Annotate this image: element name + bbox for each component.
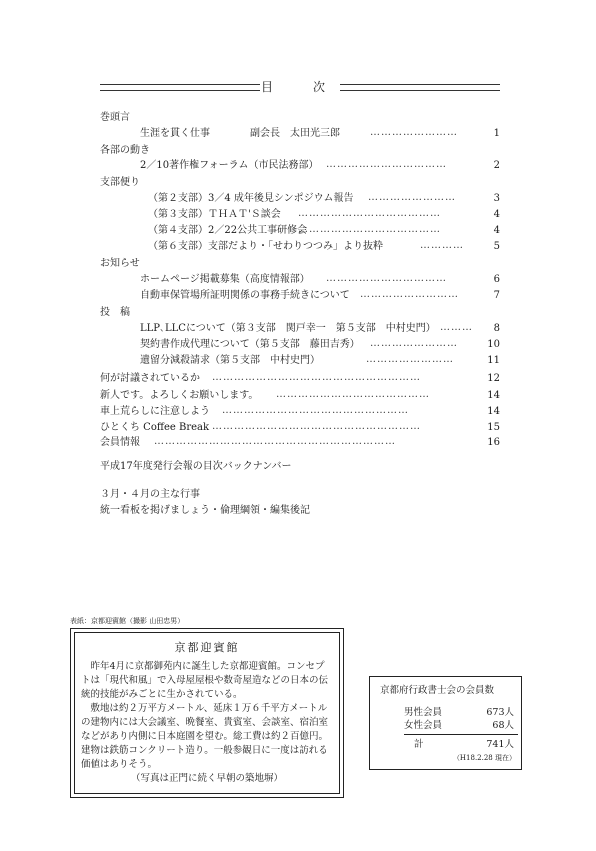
toc-entry-label: （第２支部）3／4 成年後見シンポジウム報告	[148, 193, 354, 204]
leader-dots: …………………………………………………	[212, 372, 421, 383]
toc-entry[interactable]	[140, 160, 500, 172]
toc-entry[interactable]	[148, 241, 500, 253]
leader-dots: …………………………………………………	[212, 421, 421, 432]
toc-entry-page: 1	[493, 128, 500, 139]
leader-dots: ……………………	[366, 354, 454, 365]
cover-info-inner	[74, 632, 340, 794]
leader-dots: ……………………………………	[276, 389, 430, 400]
toc-entry-page: 8	[493, 323, 500, 334]
toc-entry-page: 3	[493, 193, 500, 204]
section-title: 投 稿	[100, 307, 130, 318]
toc-entry[interactable]	[140, 339, 500, 351]
leader-dots: ……………………………	[326, 273, 447, 284]
toc-entry[interactable]	[140, 290, 500, 302]
toc-entry[interactable]	[100, 437, 500, 449]
section-title: 巻頭言	[100, 112, 130, 123]
member-value: 673人	[486, 707, 514, 718]
toc-entry-page: 4	[493, 209, 500, 220]
toc-entry-page: 7	[493, 290, 500, 301]
toc-entry[interactable]	[140, 128, 500, 140]
events-text: 統一看板を掲げましょう・倫理綱領・編集後記	[100, 505, 310, 516]
header-rule-left	[100, 84, 260, 91]
toc-entry[interactable]	[148, 193, 500, 205]
member-count-title: 京都府行政書士会の会員数	[380, 685, 495, 696]
toc-entry-page: 5	[493, 241, 500, 252]
member-label: 男性会員	[404, 707, 443, 718]
toc-entry[interactable]	[100, 373, 500, 385]
leader-dots: ………………………	[360, 289, 459, 300]
toc-entry-label: 2／10著作権フォーラム（市民法務部）	[140, 160, 319, 171]
toc-entry[interactable]	[140, 323, 500, 335]
toc-entry-page: 4	[493, 225, 500, 236]
toc-header	[100, 80, 500, 94]
cover-title: 京都迎賓館	[174, 641, 240, 654]
member-label: 計	[414, 739, 424, 750]
leader-dots: ……………………	[370, 338, 458, 349]
toc-entry-label: 契約書作成代理について（第５支部 藤田吉秀）	[140, 339, 360, 350]
toc-entry-label: 何が討議されているか	[100, 373, 200, 384]
leader-dots: …………………………………	[298, 208, 441, 219]
events-title: ３月・４月の主な行事	[100, 489, 200, 500]
toc-entry-page: 14	[487, 390, 500, 401]
toc-entry-label: 遺留分減殺請求（第５支部 中村史門）	[140, 355, 320, 366]
section-title: お知らせ	[100, 258, 140, 269]
toc-entry[interactable]	[100, 390, 500, 402]
leader-dots: ……………………	[368, 192, 456, 203]
leader-dots: ……………………………	[326, 159, 447, 170]
member-count-box	[369, 676, 522, 770]
toc-entry-page: 10	[487, 339, 500, 350]
toc-entry[interactable]	[100, 422, 500, 434]
toc-entry[interactable]	[100, 406, 500, 418]
toc-entry-label: 会員情報	[100, 437, 140, 448]
member-row-total	[404, 739, 514, 751]
toc-entry-label: LLP､LLCについて（第３支部 関戸幸一 第５支部 中村史門）	[140, 323, 436, 334]
member-label: 女性会員	[404, 720, 443, 731]
toc-entry-label: 自動車保管場所証明関係の事務手続きについて	[140, 290, 350, 301]
cover-paragraph: 昨年4月に京都御苑内に誕生した京都迎賓館。コンセプトは「現代和風」で入母屋屋根や数奇屋造などの日本の伝統的技能がみごとに生かされている。	[81, 661, 329, 700]
cover-paragraph: 敷地は約２万平方メートル、延床１万６千平方メートルの建物内には大会議室、晩餐室、貴賓室、会談室、宿泊室などがあり内側に日本庭園を望む。総工費は約２百億円。建物は鉄筋コンクリート造り。一般参観日に一度は訪れる価値はありそう。	[81, 703, 329, 770]
toc-entry-page: 6	[493, 274, 500, 285]
toc-entry[interactable]	[148, 225, 500, 237]
leader-dots: …………………………………	[298, 224, 441, 235]
toc-entry-label: 新人です。よろしくお願いします。	[100, 390, 259, 401]
cover-caption: 表紙：京都迎賓館（撮影 山田忠男）	[70, 617, 185, 625]
toc-entry-label: ひとくち Coffee Break	[100, 422, 210, 433]
toc-entry-label: （第６支部）支部だより・「せわりつつみ」より抜粋	[148, 241, 383, 252]
section-title: 支部便り	[100, 177, 140, 188]
toc-heading: 目 次	[260, 80, 339, 94]
toc-entry-label: 車上荒らしに注意しよう	[100, 406, 210, 417]
leader-dots: ……………………	[370, 127, 458, 138]
member-count-date: （H18.2.28 現在）	[452, 754, 516, 762]
member-value: 741人	[486, 739, 514, 750]
toc-entry-page: 15	[487, 422, 500, 433]
toc-entry-label: 生涯を貫く仕事 副会長 太田光三郎	[140, 128, 340, 139]
toc-entry-page: 12	[487, 373, 500, 384]
toc-entry-page: 14	[487, 406, 500, 417]
backnumber-link[interactable]: 平成17年度発行会報の目次バックナンバー	[100, 461, 292, 472]
member-row-female	[404, 720, 514, 732]
cover-photo-note: （写真は正門に続く早朝の築地塀）	[130, 773, 283, 784]
leader-dots: …………	[420, 240, 464, 251]
toc-entry-label: （第４支部）2／22公共工事研修会	[148, 225, 308, 236]
leader-dots: ………	[440, 322, 473, 333]
toc-entry-label: ホームページ掲載募集（高度情報部）	[140, 274, 310, 285]
leader-dots: …………………………………………………………	[154, 436, 396, 447]
toc-entry[interactable]	[140, 355, 500, 367]
section-title: 各部の動き	[100, 145, 150, 156]
toc-entry[interactable]	[148, 209, 500, 221]
member-value: 68人	[492, 720, 514, 731]
toc-entry-label: （第３支部）ＴＨＡＴ'Ｓ談会	[148, 209, 281, 220]
leader-dots: ……………………………………………	[222, 405, 409, 416]
toc-entry-page: 2	[493, 160, 500, 171]
toc-entry[interactable]	[140, 274, 500, 286]
toc-entry-page: 16	[487, 437, 500, 448]
member-row-male	[404, 707, 514, 719]
header-rule-right	[340, 84, 500, 91]
cover-info-box	[70, 628, 344, 798]
toc-entry-page: 11	[487, 355, 500, 366]
member-total-divider	[404, 734, 518, 735]
